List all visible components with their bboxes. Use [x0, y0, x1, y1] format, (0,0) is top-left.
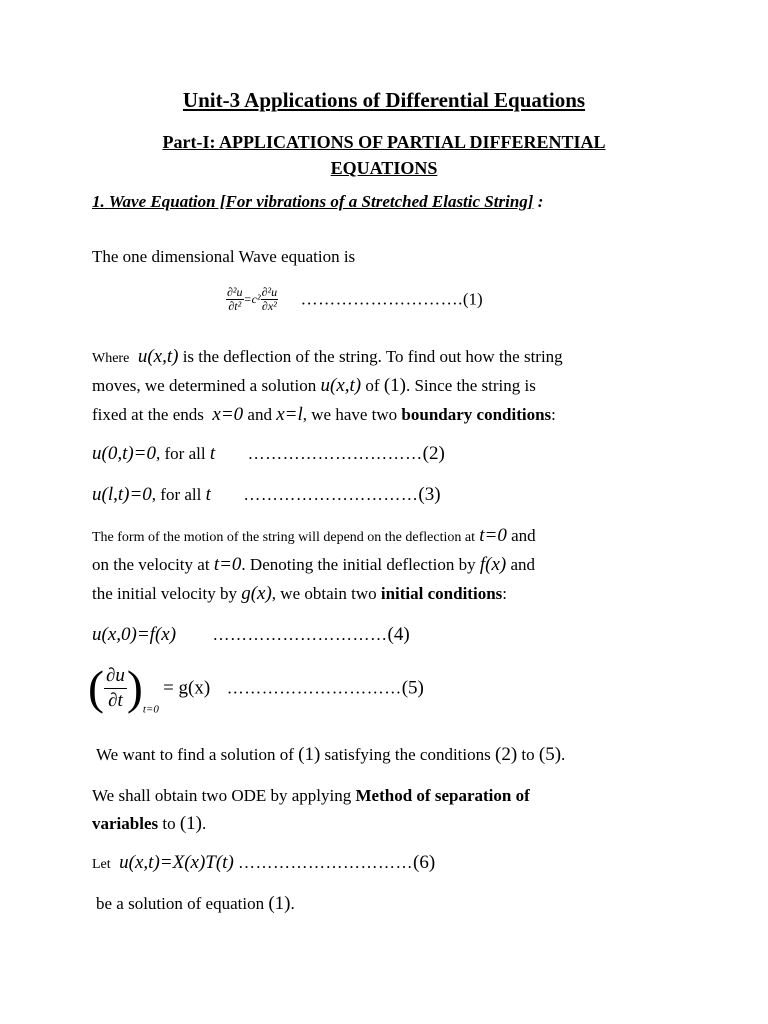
para3: We want to find a solution of (1) satisfying the conditions (2) to (5). — [96, 744, 566, 765]
intro-text: The one dimensional Wave equation is — [92, 247, 356, 266]
eq1-lhs-fraction: $\frac{\text{∂²u}}{\text{∂t²}}$ — [227, 285, 243, 313]
equation-5: ( $\frac{\partial u}{\partial t}$ )$_{t=0} = g(x)$ …………………………(5) — [88, 661, 424, 716]
boundary-conditions-term: boundary conditions — [401, 405, 552, 424]
eq1-dots: ………………………. — [300, 289, 463, 309]
eq1-rhs-fraction: $\frac{\text{∂²u}}{\text{∂x²}}$ — [261, 285, 278, 313]
section-number: 1. — [92, 192, 105, 211]
eq5-fraction: $\frac{\partial u}{\partial t}$ — [105, 665, 125, 711]
initial-conditions-term: initial conditions — [380, 584, 503, 603]
equation-1: $\frac{\text{∂²u}}{\text{∂t²}}$ =c² $\frac{\text{∂²u}}{\text{∂x²}}$ ……………………….(1) — [227, 285, 483, 313]
page-title: Unit-3 Applications of Differential Equations — [182, 88, 586, 112]
equation-2: u(0,t)=0, for all t …………………………(2) — [92, 443, 445, 464]
part-heading-line2: EQUATIONS — [330, 158, 438, 178]
para5: be a solution of equation (1). — [96, 893, 295, 914]
para4-line2: variables to (1). — [92, 813, 207, 834]
part-heading-line1: Part-I: APPLICATIONS OF PARTIAL DIFFERENTIAL — [162, 132, 606, 152]
equation-3: u(l,t)=0, for all t …………………………(3) — [92, 484, 441, 505]
method-term-part1: Method of separation of — [355, 786, 530, 805]
equation-6: Let u(x,t)=X(x)T(t) …………………………(6) — [92, 852, 436, 873]
section-colon: : — [537, 192, 544, 211]
para2-line1: The form of the motion of the string will depend on the deflection at t=0 and — [92, 525, 536, 546]
para1-line3: fixed at the ends x=0 and x=l, we have two boundary conditions: — [92, 404, 556, 425]
method-term-part2: variables — [92, 814, 159, 833]
para4-line1: We shall obtain two ODE by applying Method of separation of — [92, 786, 530, 805]
part-heading — [0, 129, 768, 181]
para2-line3: the initial velocity by g(x), we obtain two initial conditions: — [92, 583, 507, 604]
para1-line1: Where u(x,t) is the deflection of the string. To find out how the string — [92, 346, 563, 367]
section-title: Wave Equation [For vibrations of a Stretched Elastic String] — [108, 192, 534, 211]
para1-line2: moves, we determined a solution u(x,t) of (1). Since the string is — [92, 375, 536, 396]
eq1-label: (1) — [462, 289, 483, 309]
eq5-subscript: t=0 — [142, 703, 159, 716]
equation-4: u(x,0)=f(x) …………………………(4) — [92, 624, 410, 645]
para2-line2: on the velocity at t=0. Denoting the initial deflection by f(x) and — [92, 554, 536, 575]
section-heading — [92, 192, 543, 212]
